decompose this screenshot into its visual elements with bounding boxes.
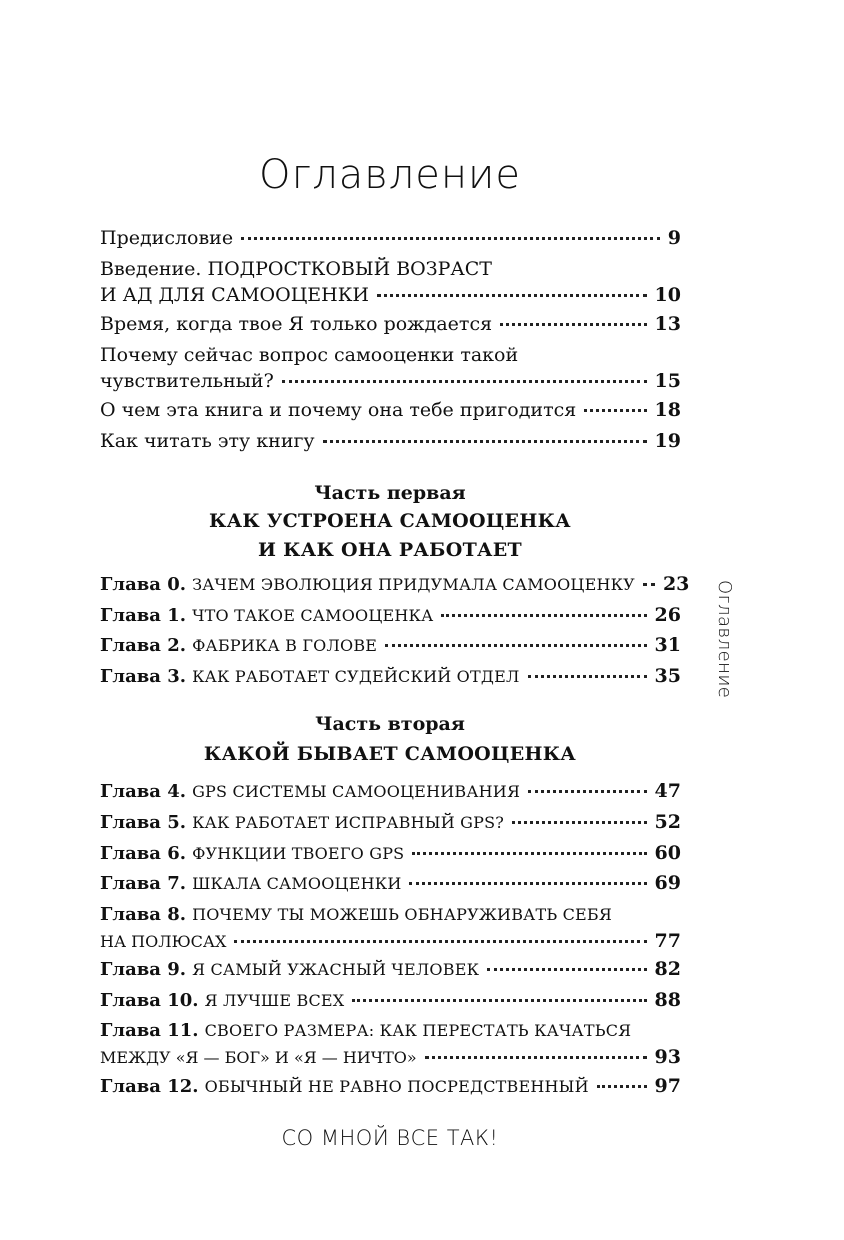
chapter-title: ШКАЛА САМООЦЕНКИ [192, 874, 402, 893]
toc-page-number: 26 [654, 604, 681, 626]
dot-leader [385, 644, 646, 647]
chapter-title: КАК РАБОТАЕТ СУДЕЙСКИЙ ОТДЕЛ [192, 667, 520, 686]
toc-entry-how-to-read[interactable] [100, 428, 681, 454]
part1-heading: Часть первая [314, 482, 466, 504]
toc-page-number: 13 [654, 313, 681, 335]
toc-chapter-9[interactable] [100, 956, 681, 983]
toc-page-number: 35 [654, 665, 681, 687]
chapter-label: Глава 11. [100, 1020, 199, 1041]
chapter-label: Глава 12. [100, 1076, 199, 1097]
chapter-label: Глава 5. [100, 812, 187, 833]
toc-entry-title-line1: Почему сейчас вопрос самооценки такой [100, 344, 519, 366]
chapter-label: Глава 6. [100, 843, 187, 864]
chapter-label: Глава 9. [100, 959, 187, 980]
chapter-title-line1: СВОЕГО РАЗМЕРА: КАК ПЕРЕСТАТЬ КАЧАТЬСЯ [204, 1021, 632, 1040]
toc-chapter-1[interactable] [100, 602, 681, 629]
chapter-title: ЧТО ТАКОЕ САМООЦЕНКА [192, 606, 434, 625]
chapter-title: НА ПОЛЮСАХ [100, 932, 227, 951]
running-footer: СО МНОЙ ВСЕ ТАК! [281, 1126, 499, 1150]
toc-page-number: 15 [654, 370, 681, 392]
dot-leader [584, 409, 646, 412]
toc-chapter-11[interactable] [100, 1017, 681, 1071]
toc-chapter-12[interactable] [100, 1073, 681, 1100]
dot-leader [500, 323, 646, 326]
chapter-title: Я ЛУЧШЕ ВСЕХ [204, 991, 345, 1010]
dot-leader [425, 1056, 647, 1059]
dot-leader [528, 790, 646, 793]
dot-leader [377, 294, 647, 297]
dot-leader [643, 583, 655, 586]
toc-page-number: 97 [654, 1075, 681, 1097]
toc-page-number: 52 [654, 811, 681, 833]
chapter-title: ЗАЧЕМ ЭВОЛЮЦИЯ ПРИДУМАЛА САМООЦЕНКУ [192, 575, 635, 594]
dot-leader [597, 1085, 647, 1088]
chapter-label: Глава 10. [100, 990, 199, 1011]
toc-page-number: 88 [654, 989, 681, 1011]
dot-leader [487, 968, 646, 971]
toc-page-number: 19 [654, 430, 681, 452]
chapter-label: Глава 4. [100, 781, 187, 802]
chapter-label: Глава 2. [100, 635, 187, 656]
toc-entry-about-book[interactable] [100, 397, 681, 423]
toc-page-number: 9 [667, 227, 681, 249]
chapter-title: Я САМЫЙ УЖАСНЫЙ ЧЕЛОВЕК [192, 960, 480, 979]
chapter-title-line1: ПОЧЕМУ ТЫ МОЖЕШЬ ОБНАРУЖИВАТЬ СЕБЯ [192, 905, 613, 924]
toc-entry-self-birth[interactable] [100, 311, 681, 337]
part2-title-line1: КАКОЙ БЫВАЕТ САМООЦЕНКА [203, 743, 577, 765]
toc-page-number: 10 [654, 284, 681, 306]
toc-entry-title: О чем эта книга и почему она тебе пригодится [100, 399, 577, 421]
chapter-label: Глава 7. [100, 873, 187, 894]
dot-leader [234, 940, 646, 943]
running-header-vertical: Оглавление [714, 580, 735, 699]
toc-page-number: 93 [654, 1046, 681, 1068]
toc-page-number: 23 [662, 573, 690, 595]
dot-leader [241, 237, 660, 240]
chapter-label: Глава 1. [100, 605, 187, 626]
toc-chapter-3[interactable] [100, 663, 681, 690]
toc-page-number: 47 [654, 780, 681, 802]
dot-leader [282, 380, 647, 383]
part1-title-line1: КАК УСТРОЕНА САМООЦЕНКА [209, 510, 571, 532]
toc-chapter-2[interactable] [100, 632, 681, 659]
toc-entry-title: Предисловие [100, 227, 234, 249]
toc-chapter-4[interactable] [100, 778, 681, 805]
dot-leader [441, 614, 646, 617]
toc-chapter-8[interactable] [100, 901, 681, 955]
chapter-title: ФУНКЦИИ ТВОЕГО GPS [192, 844, 405, 863]
toc-page-number: 69 [654, 872, 681, 894]
toc-chapter-10[interactable] [100, 987, 681, 1014]
toc-chapter-5[interactable] [100, 809, 681, 836]
toc-entry-title: Время, когда твое Я только рождается [100, 313, 493, 335]
chapter-title: GPS СИСТЕМЫ САМООЦЕНИВАНИЯ [192, 782, 521, 801]
dot-leader [323, 440, 647, 443]
toc-chapter-6[interactable] [100, 840, 681, 867]
chapter-label: Глава 3. [100, 666, 187, 687]
toc-entry-why-sensitive[interactable] [100, 342, 681, 394]
dot-leader [412, 852, 646, 855]
dot-leader [409, 882, 646, 885]
chapter-title: МЕЖДУ «Я — БОГ» И «Я — НИЧТО» [100, 1048, 417, 1067]
dot-leader [528, 675, 647, 678]
page-title: Оглавление [259, 152, 521, 198]
toc-entry-title: И АД ДЛЯ САМООЦЕНКИ [100, 284, 369, 306]
toc-page-number: 77 [654, 930, 681, 952]
toc-entry-title: Как читать эту книгу [100, 430, 315, 452]
toc-page-number: 18 [654, 399, 681, 421]
toc-entry-title: чувствительный? [100, 370, 274, 392]
toc-page-number: 82 [654, 958, 681, 980]
toc-entry-title-line1: Введение. ПОДРОСТКОВЫЙ ВОЗРАСТ [100, 258, 492, 280]
chapter-title: КАК РАБОТАЕТ ИСПРАВНЫЙ GPS? [192, 813, 505, 832]
part1-title-line2: И КАК ОНА РАБОТАЕТ [258, 539, 522, 561]
chapter-label: Глава 8. [100, 904, 187, 925]
chapter-title: ФАБРИКА В ГОЛОВЕ [192, 636, 378, 655]
toc-entry-introduction[interactable] [100, 256, 681, 308]
part2-heading: Часть вторая [315, 713, 465, 735]
toc-page-number: 60 [654, 842, 681, 864]
chapter-label: Глава 0. [100, 574, 187, 595]
dot-leader [352, 999, 646, 1002]
dot-leader [512, 821, 647, 824]
chapter-title: ОБЫЧНЫЙ НЕ РАВНО ПОСРЕДСТВЕННЫЙ [204, 1077, 589, 1096]
toc-chapter-0[interactable] [100, 571, 690, 598]
toc-chapter-7[interactable] [100, 870, 681, 897]
toc-page-number: 31 [654, 634, 681, 656]
toc-entry-preface[interactable] [100, 225, 681, 251]
